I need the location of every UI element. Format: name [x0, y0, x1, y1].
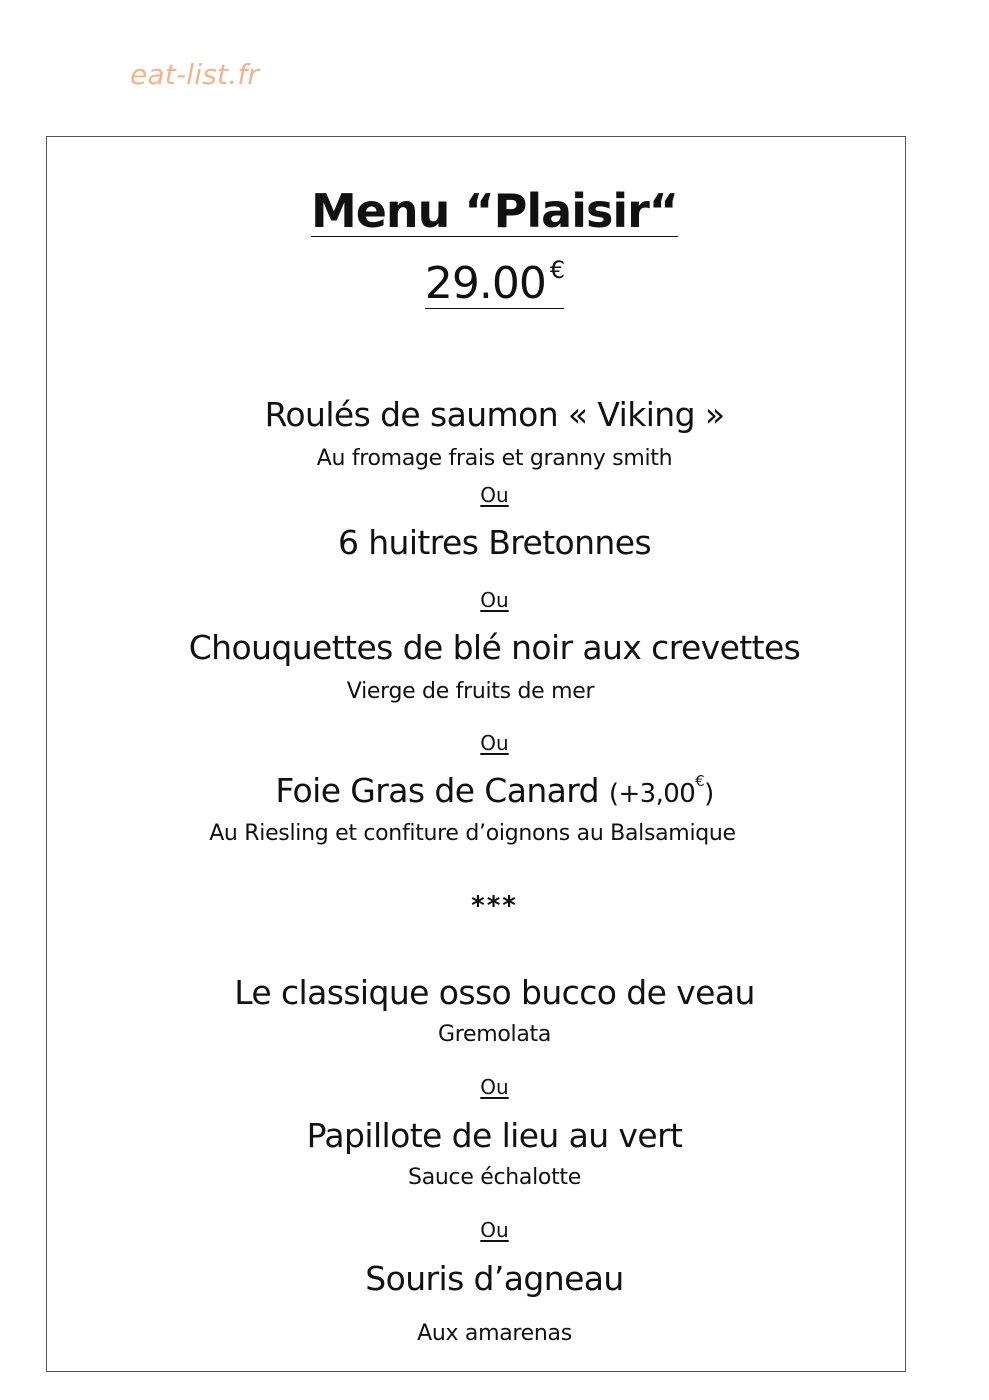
- price-currency: €: [549, 256, 565, 284]
- dish-foie-gras: Foie Gras de Canard (+3,00€): [275, 771, 714, 810]
- dish-osso-bucco-desc: Gremolata: [437, 1022, 552, 1047]
- menu-title: Menu “Plaisir“: [310, 184, 679, 238]
- supplement-price: (+3,00€): [608, 772, 714, 809]
- dish-chouquettes-desc: Vierge de fruits de mer: [346, 679, 595, 704]
- or-separator: Ou: [480, 1075, 509, 1099]
- dish-souris-agneau-desc: Aux amarenas: [417, 1321, 572, 1346]
- or-separator: Ou: [480, 1218, 509, 1242]
- price-value: 29.00: [424, 258, 546, 309]
- dish-papillote: Papillote de lieu au vert: [306, 1116, 683, 1155]
- menu-price: [0, 256, 989, 309]
- or-separator: Ou: [480, 731, 509, 755]
- or-separator: Ou: [480, 483, 509, 507]
- section-separator: ***: [471, 891, 518, 921]
- or-separator: Ou: [480, 588, 509, 612]
- dish-roules-saumon-desc: Au fromage frais et granny smith: [316, 446, 673, 471]
- dish-foie-gras-desc: Au Riesling et confiture d’oignons au Balsamique: [209, 821, 736, 846]
- dish-roules-saumon: Roulés de saumon « Viking »: [264, 395, 725, 434]
- dish-chouquettes: Chouquettes de blé noir aux crevettes: [188, 628, 801, 667]
- watermark-logo: eat-list.fr: [130, 58, 260, 91]
- dish-osso-bucco: Le classique osso bucco de veau: [234, 973, 755, 1012]
- dish-souris-agneau: Souris d’agneau: [365, 1259, 624, 1298]
- dish-huitres: 6 huitres Bretonnes: [337, 523, 652, 562]
- dish-papillote-desc: Sauce échalotte: [408, 1165, 581, 1190]
